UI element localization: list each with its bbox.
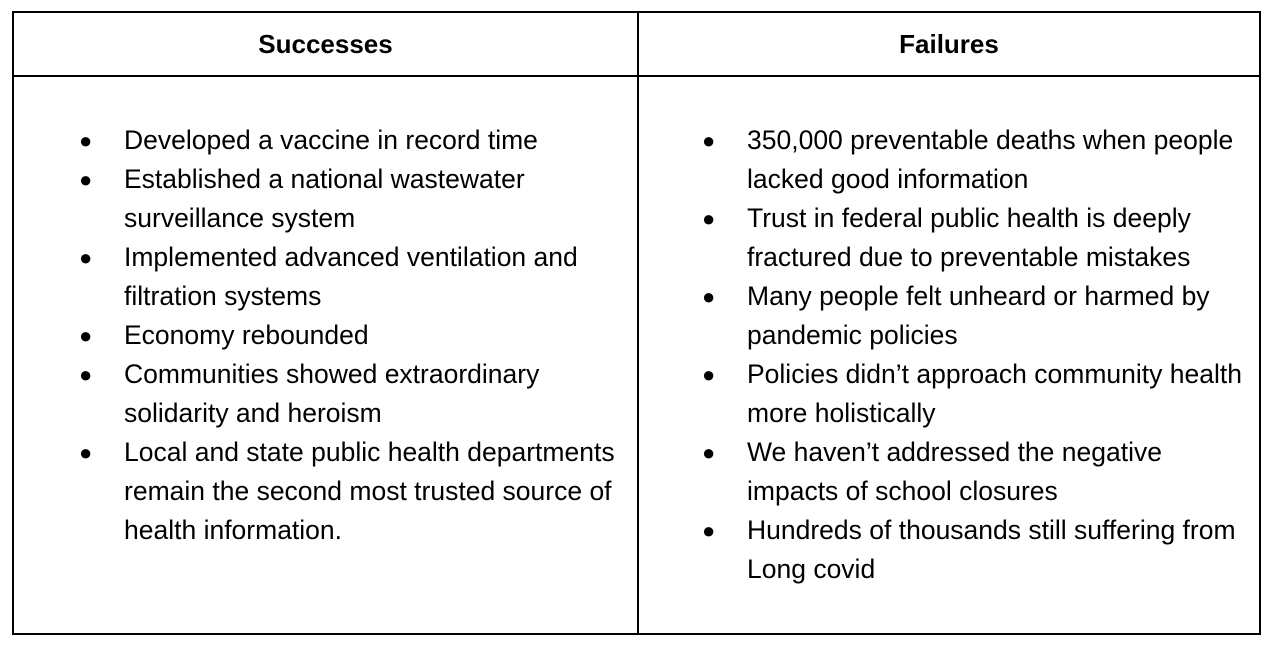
list-item-text: Developed a vaccine in record time xyxy=(124,125,538,155)
bullet-icon: ● xyxy=(702,518,716,543)
successes-list xyxy=(76,121,629,550)
list-item xyxy=(76,160,629,238)
successes-column xyxy=(14,13,639,633)
list-item-text: Communities showed extraordinary solidarity and heroism xyxy=(124,359,540,428)
list-item-text: Trust in federal public health is deeply fractured due to preventable mistakes xyxy=(747,203,1191,272)
list-item-text: Economy rebounded xyxy=(124,320,369,350)
list-item xyxy=(76,121,629,160)
list-item xyxy=(699,121,1255,199)
bullet-icon: ● xyxy=(702,206,716,231)
list-item xyxy=(699,433,1255,511)
bullet-icon: ● xyxy=(79,440,93,465)
list-item xyxy=(76,355,629,433)
list-item-text: We haven’t addressed the negative impacts of school closures xyxy=(747,437,1162,506)
list-item-text: Implemented advanced ventilation and filtration systems xyxy=(124,242,578,311)
list-item-text: Local and state public health departments remain the second most trusted source of health information. xyxy=(124,437,615,545)
failures-list xyxy=(699,121,1255,589)
bullet-icon: ● xyxy=(702,440,716,465)
list-item-text: Many people felt unheard or harmed by pandemic policies xyxy=(747,281,1210,350)
bullet-icon: ● xyxy=(702,128,716,153)
list-item-text: Policies didn’t approach community health more holistically xyxy=(747,359,1242,428)
bullet-icon: ● xyxy=(702,284,716,309)
list-item xyxy=(699,199,1255,277)
bullet-icon: ● xyxy=(79,245,93,270)
comparison-table xyxy=(12,11,1261,635)
bullet-icon: ● xyxy=(702,362,716,387)
successes-header: Successes xyxy=(14,13,637,77)
list-item xyxy=(699,511,1255,589)
list-item-text: Established a national wastewater surveillance system xyxy=(124,164,525,233)
list-item xyxy=(76,316,629,355)
list-item xyxy=(699,277,1255,355)
list-item-text: 350,000 preventable deaths when people lacked good information xyxy=(747,125,1234,194)
bullet-icon: ● xyxy=(79,323,93,348)
failures-column xyxy=(639,13,1259,633)
list-item xyxy=(699,355,1255,433)
failures-header: Failures xyxy=(639,13,1259,77)
list-item-text: Hundreds of thousands still suffering from Long covid xyxy=(747,515,1236,584)
bullet-icon: ● xyxy=(79,362,93,387)
bullet-icon: ● xyxy=(79,167,93,192)
bullet-icon: ● xyxy=(79,128,93,153)
list-item xyxy=(76,433,629,550)
list-item xyxy=(76,238,629,316)
